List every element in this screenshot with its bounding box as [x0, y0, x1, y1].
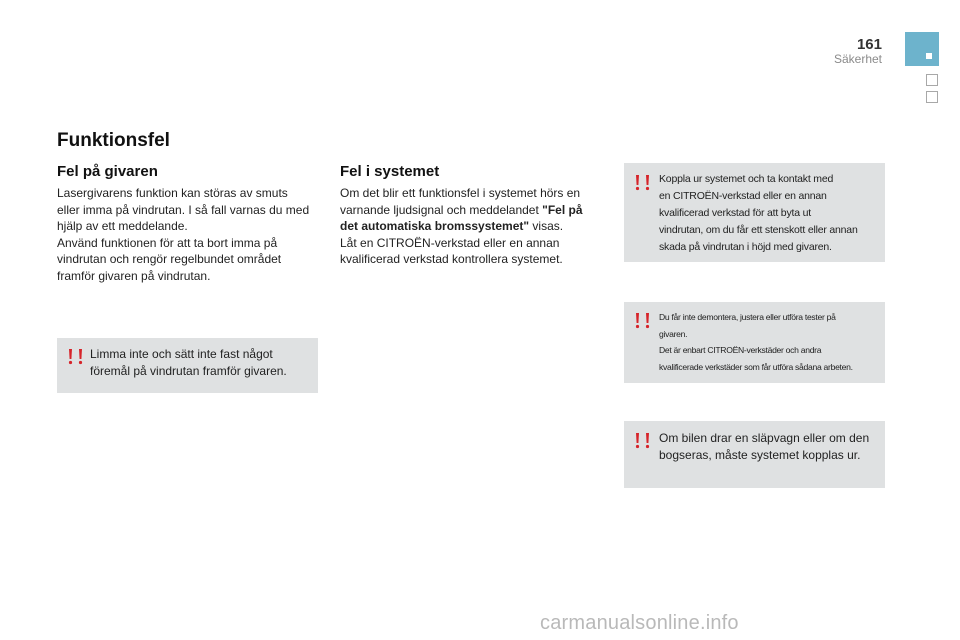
chapter-tab[interactable]: [926, 91, 938, 103]
text-line: skada på vindrutan i höjd med givaren.: [659, 241, 832, 253]
warning-box-sensor: [57, 338, 318, 393]
text-line: givaren.: [659, 328, 688, 339]
text-line: hjälp av ett meddelande.: [57, 219, 188, 234]
message-name: det automatiska bromssystemet": [340, 219, 530, 234]
warning-box-towing: [624, 421, 885, 488]
text-line: kvalificerad verkstad kontrollera systemet.: [340, 252, 563, 267]
text-line: Limma inte och sätt inte fast något: [90, 347, 273, 361]
warning-icon: [632, 431, 654, 453]
text-line: Låt en CITROËN-verkstad eller en annan: [340, 235, 560, 250]
warning-box-no-tampering: [624, 302, 885, 383]
text-line: Lasergivarens funktion kan störas av smuts: [57, 186, 288, 200]
text-line: framför givaren på vindrutan.: [57, 268, 211, 283]
text-line: [340, 202, 583, 219]
text-line: vindrutan, om du får ett stenskott eller annan: [659, 224, 858, 236]
watermark[interactable]: carmanualsonline.info: [540, 612, 739, 634]
square-icon: [926, 53, 932, 59]
warning-text: [90, 346, 287, 379]
text-line: kvalificerade verkstäder som får utföra sådana arbeten.: [659, 361, 853, 372]
warning-text: [659, 430, 869, 463]
section-heading-system-fault: Fel i systemet: [340, 163, 440, 180]
page-title: Funktionsfel: [57, 130, 170, 151]
message-name: "Fel på: [542, 202, 583, 217]
warning-icon: [65, 347, 87, 369]
text-line: vindrutan och rengör regelbundet området: [57, 252, 282, 267]
text-line: Koppla ur systemet och ta kontakt med: [659, 173, 834, 185]
text-line: Det är enbart CITROËN-verkstäder och andra: [659, 345, 822, 355]
warning-box-stone-chip: [624, 163, 885, 262]
warning-icon: [632, 311, 654, 333]
text-line: föremål på vindrutan framför givaren.: [90, 363, 287, 378]
text-span: visas.: [529, 219, 564, 234]
text-line: Du får inte demontera, justera eller utföra tester på: [659, 312, 836, 322]
chapter-tab-active[interactable]: [905, 32, 939, 66]
sensor-fault-paragraph: [57, 185, 309, 285]
text-line: Om det blir ett funktionsfel i systemet hörs en: [340, 186, 581, 200]
chapter-tab[interactable]: [926, 74, 938, 86]
warning-icon: [632, 173, 654, 195]
text-line: en CITROËN-verkstad eller en annan: [659, 190, 827, 202]
text-line: Om bilen drar en släpvagn eller om den: [659, 431, 870, 445]
text-line: bogseras, måste systemet kopplas ur.: [659, 447, 861, 462]
text-span: varnande ljudsignal och meddelandet: [340, 202, 543, 217]
text-line: kvalificerad verkstad för att byta ut: [659, 207, 811, 219]
warning-text: [659, 171, 858, 256]
page-number: 161: [856, 36, 882, 53]
text-line: eller imma på vindrutan. I så fall varnas du med: [57, 202, 310, 217]
section-heading-sensor-fault: Fel på givaren: [57, 163, 158, 180]
text-line: [340, 218, 583, 235]
warning-text: [659, 309, 853, 375]
system-fault-paragraph: [340, 185, 583, 268]
section-title: Säkerhet: [833, 52, 882, 66]
text-line: Använd funktionen för att ta bort imma på: [57, 235, 278, 250]
